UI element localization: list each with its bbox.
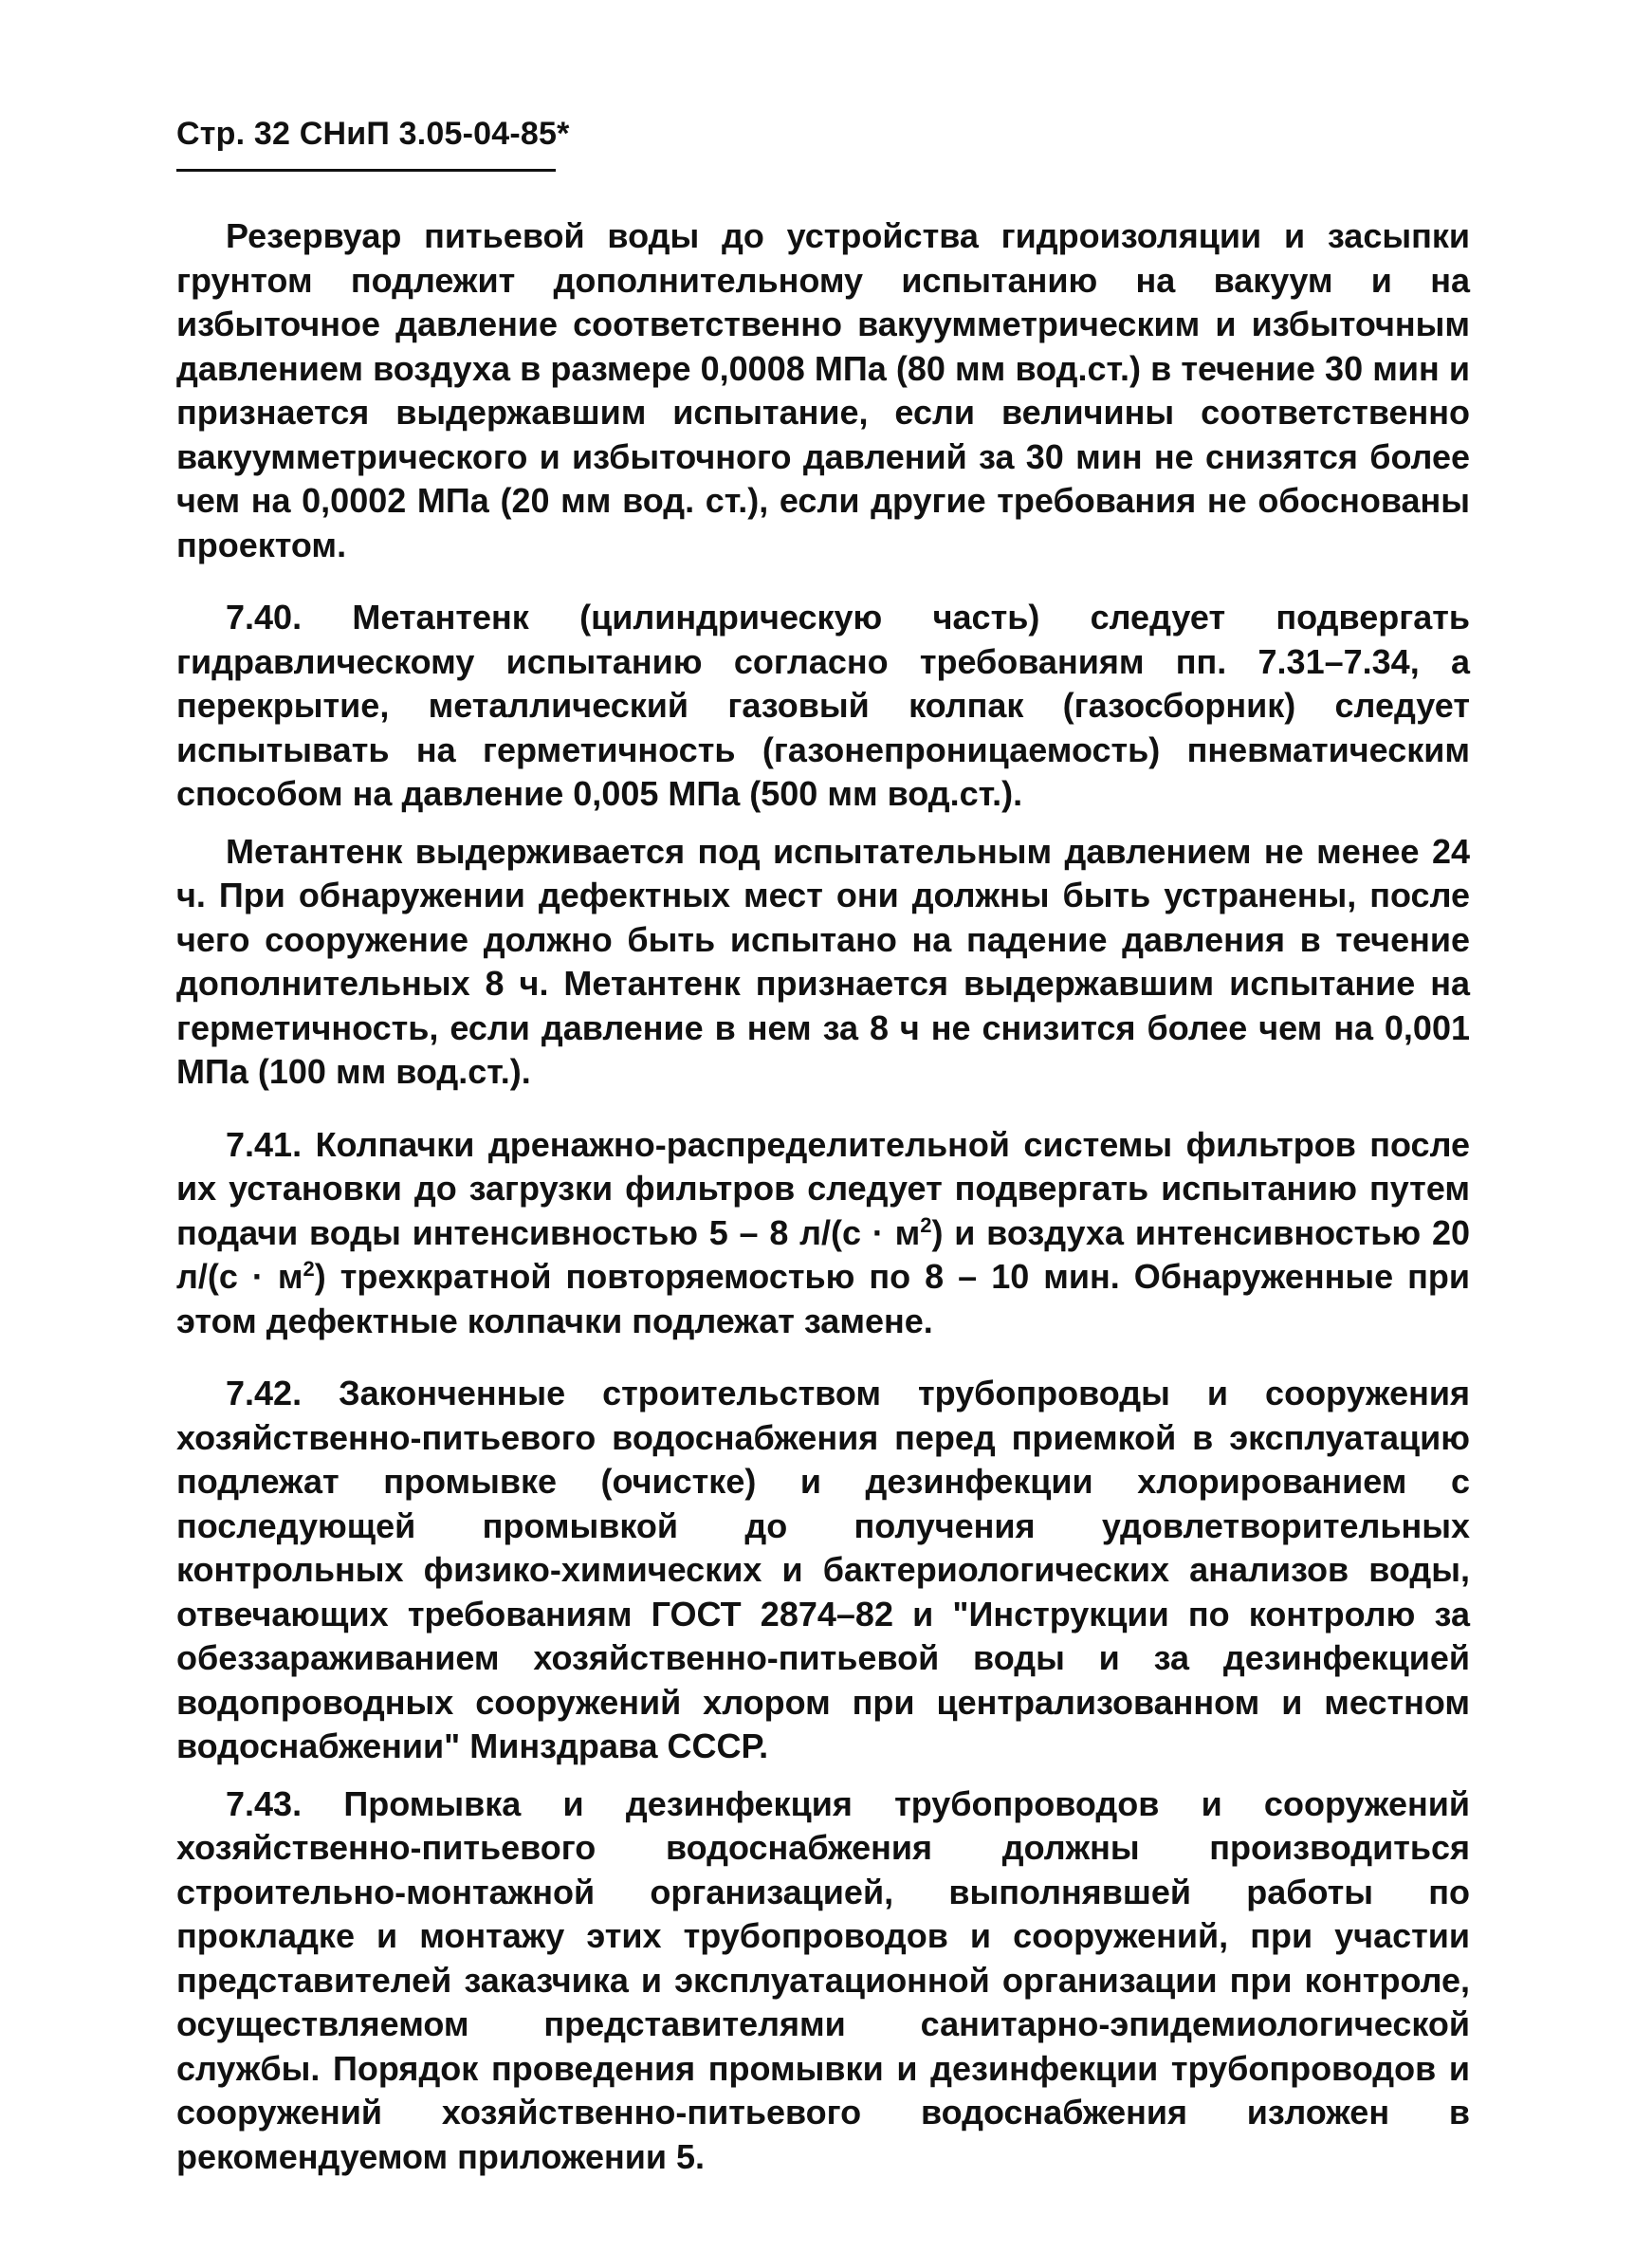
clause-number: 7.40. xyxy=(226,598,303,637)
clause-text: Промывка и дезинфекция трубопроводов и сооружений хозяйственно-питьевого водоснабжения должны производиться строительно-монтажной организацией, выполнявшей работы по прокладке и монтажу этих трубопроводов и сооружений, при участии представителей заказчика и эксплуатационной организации при контроле, осуществляемом представителями санитарно-эпидемиологической службы. Порядок проведения промывки и дезинфекции трубопроводов и сооружений хозяйственно-питьевого водоснабжения изложен в рекомендуемом приложении 5. xyxy=(176,1783,1470,2176)
header-rule xyxy=(176,169,556,172)
clause-7-43 xyxy=(176,1782,1470,2180)
clause-number: 7.41. xyxy=(226,1124,303,1164)
clause-number: 7.43. xyxy=(226,1783,303,1823)
running-header: Стр. 32 СНиП 3.05-04-85* xyxy=(176,116,570,152)
clause-7-42 xyxy=(176,1372,1470,1769)
document-body xyxy=(176,214,1470,2179)
clause-text: Метантенк (цилиндрическую часть) следует подвергать гидравлическому испытанию согласно требованиям пп. 7.31–7.34, а перекрытие, металлический газовый колпак (газосборник) следует испытывать на герметичность (газонепроницаемость) пневматическим способом на давление 0,005 МПа (500 мм вод.ст.). xyxy=(176,598,1470,813)
clause-7-40 xyxy=(176,596,1470,817)
clause-number: 7.42. xyxy=(226,1374,303,1412)
superscript: 2 xyxy=(303,1257,315,1281)
clause-7-41 xyxy=(176,1123,1470,1344)
clause-text: ) трехкратной повторяемостью по 8 – 10 мин. Обнаруженные при этом дефектные колпачки подлежат замене. xyxy=(176,1257,1470,1340)
paragraph-reservoir-test: Резервуар питьевой воды до устройства гидроизоляции и засыпки грунтом подлежит дополнительному испытанию на вакуум и на избыточное давление соответственно вакуумметрическим и избыточным давлением воздуха в размере 0,0008 МПа (80 мм вод.ст.) в течение 30 мин и признается выдержавшим испытание, если величины соответственно вакуумметрического и избыточного давлений за 30 мин не снизятся более чем на 0,0002 МПа (20 мм вод. ст.), если другие требования не обоснованы проектом. xyxy=(176,216,1470,564)
clause-text: Колпачки дренажно-распределительной системы фильтров после их установки до загрузки фильтров следует подвергать испытанию путем подачи воды интенсивностью 5 – 8 л/(с · м xyxy=(176,1124,1470,1252)
clause-text: Законченные строительством трубопроводы и сооружения хозяйственно-питьевого водоснабжения перед приемкой в эксплуатацию подлежат промывке (очистке) и дезинфекции хлорированием с последующей промывкой до получения удовлетворительных контрольных физико-химических и бактериологических анализов воды, отвечающих требованиям ГОСТ 2874–82 и "Инструкции по контролю за обеззараживанием хозяйственно-питьевой воды и за дезинфекцией водопроводных сооружений хлором при централизованном и местном водоснабжении" Минздрава СССР. xyxy=(176,1374,1470,1765)
clause-text: ) и воздуха интенсивностью 20 л/(с · м xyxy=(176,1212,1470,1296)
superscript: 2 xyxy=(920,1212,932,1237)
clause-7-40-continuation: Метантенк выдерживается под испытательным давлением не менее 24 ч. При обнаружении дефектных мест они должны быть устранены, после чего сооружение должно быть испытано на падение давления в течение дополнительных 8 ч. Метантенк признается выдержавшим испытание на герметичность, если давление в нем за 8 ч не снизится более чем на 0,001 МПа (100 мм вод.ст.). xyxy=(176,831,1470,1091)
